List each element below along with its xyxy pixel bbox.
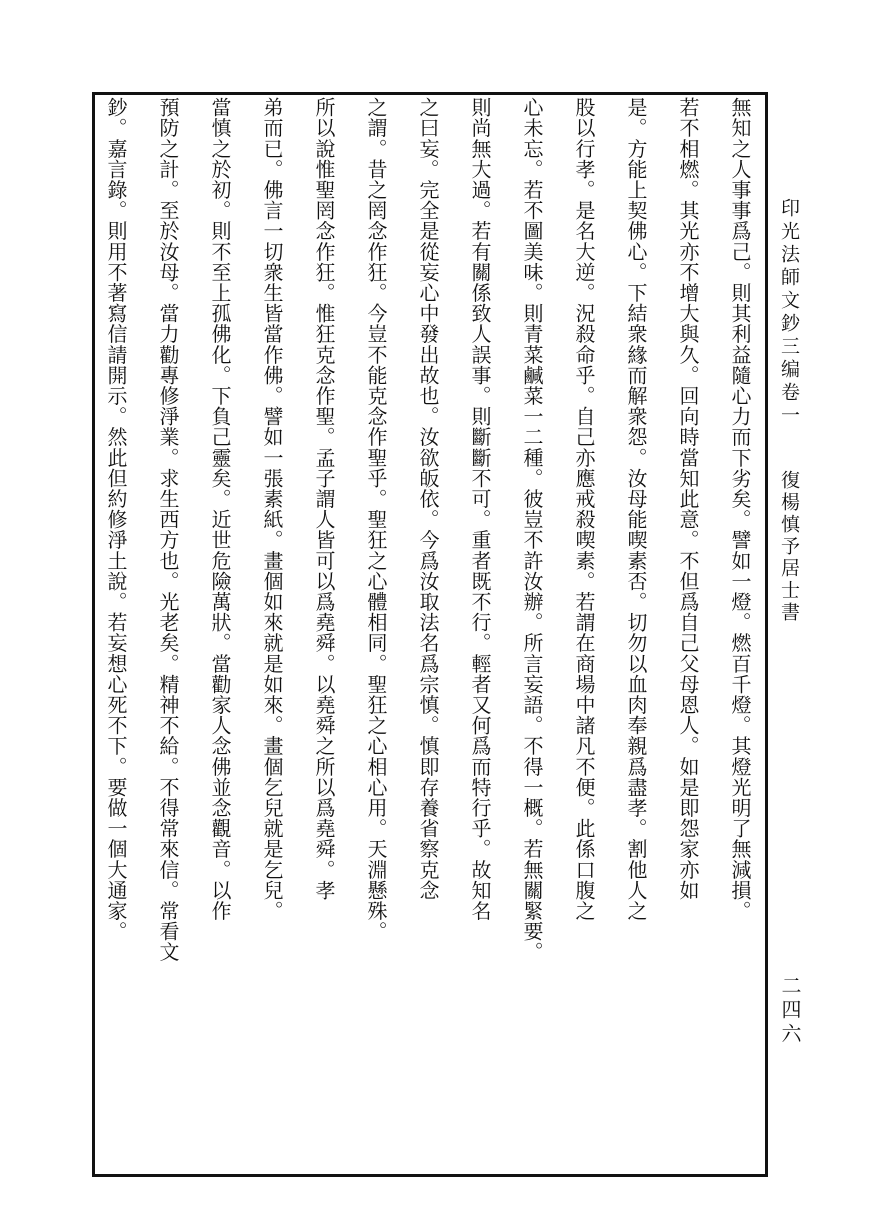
text-column: 之謂。昔之罔念作狂。今豈不能克念作聖乎。聖狂之心體相同。聖狂之心相心用。天淵懸殊。 [364, 97, 388, 942]
section-title: 復楊慎予居士書 [778, 470, 800, 624]
text-column: 鈔。嘉言錄。則用不著寫信請開示。然此但約修淨土說。若妄想心死不下。要做一個大通家。 [104, 97, 128, 942]
text-column: 所以說惟聖罔念作狂。惟狂克念作聖。孟子謂人皆可以爲堯舜。以堯舜之所以爲堯舜。孝 [312, 97, 336, 901]
text-column: 預防之計。至於汝母。當力勸專修淨業。求生西方也。光老矣。精神不給。不得常來信。常看文 [156, 97, 180, 963]
text-column: 若不相燃。其光亦不增大與久。回向時當知此意。不但爲自己父母恩人。如是即怨家亦如 [676, 97, 700, 901]
text-column: 當慎之於初。則不至上孤佛化。下負己靈矣。近世危險萬狀。當勸家人念佛並念觀音。以作 [208, 97, 232, 921]
text-column: 心未忘。若不圖美味。則青菜鹹菜一二種。彼豈不許汝辦。所言妄語。不得一概。若無關緊要。 [520, 97, 544, 963]
page-number: 二四六 [778, 975, 802, 1047]
body-text [96, 97, 766, 1175]
text-column: 無知之人事事爲己。則其利益隨心力而下劣矣。譬如一燈。燃百千燈。其燈光明了無減損。 [728, 97, 752, 921]
text-column: 則尚無大過。若有關係致人誤事。則斷斷不可。重者既不行。輕者又何爲而特行乎。故知名 [468, 97, 492, 921]
text-column: 之曰妄。完全是從妄心中發出故也。汝欲皈依。今爲汝取法名爲宗慎。慎即存養省察克念 [416, 97, 440, 901]
text-column: 是。方能上契佛心。下結衆緣而解衆怨。汝母能喫素否。切勿以血肉奉親爲盡孝。割他人之 [624, 97, 648, 921]
text-column: 弟而已。佛言一切衆生皆當作佛。譬如一張素紙。畫個如來就是如來。畫個乞兒就是乞兒。 [260, 97, 284, 921]
text-column: 股以行孝。是名大逆。況殺命乎。自己亦應戒殺喫素。若謂在商場中諸凡不便。此係口腹之 [572, 97, 596, 921]
running-title: 印光法師文鈔三编卷一 [778, 198, 800, 428]
